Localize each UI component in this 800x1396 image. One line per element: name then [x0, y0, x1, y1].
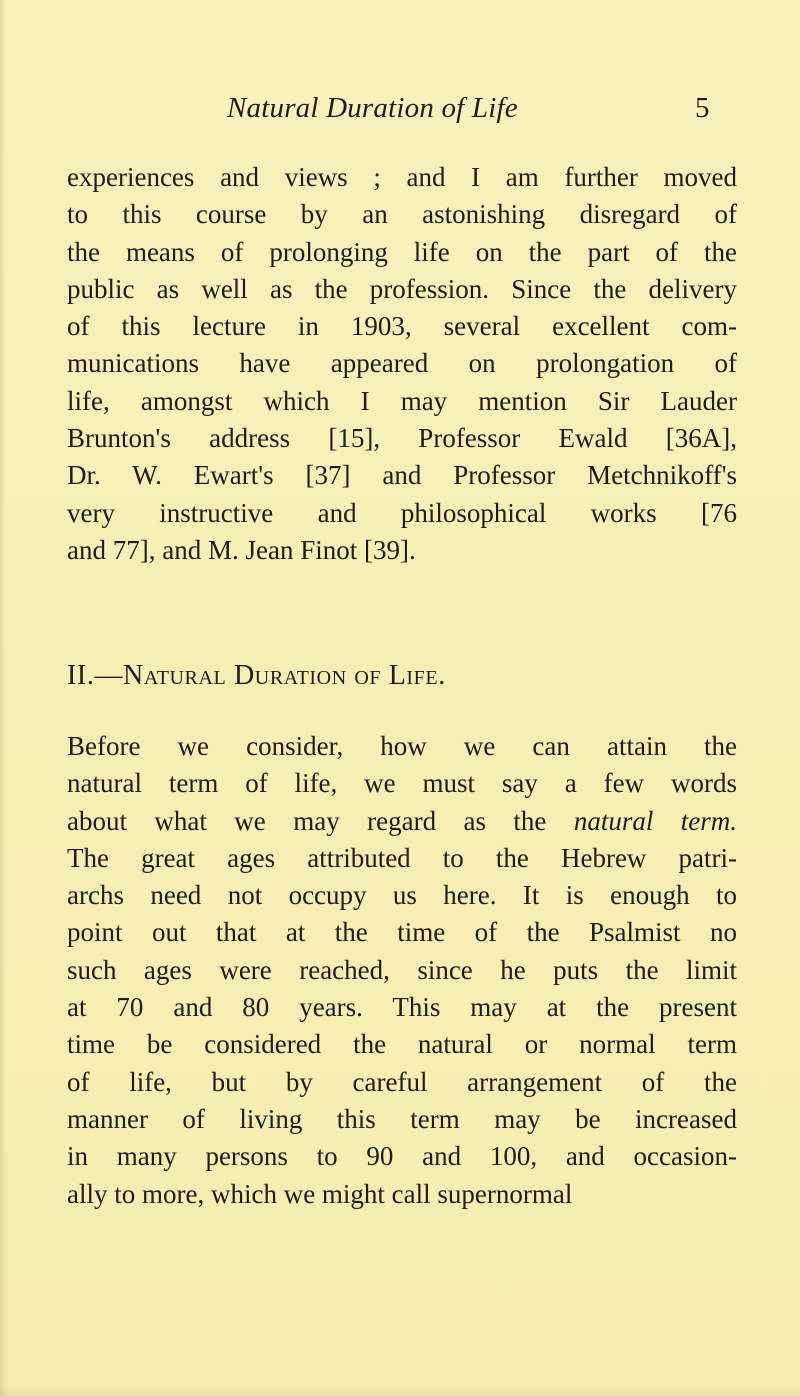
text-line: of this lecture in 1903, several excellent com-	[67, 311, 737, 342]
text-line: natural term of life, we must say a few words	[67, 768, 737, 799]
text-line: The great ages attributed to the Hebrew patri-	[67, 842, 737, 873]
italic-emphasis: natural term.	[573, 805, 737, 836]
text-line: of life, but by careful arrangement of the	[67, 1066, 737, 1097]
text-line: to this course by an astonishing disregard of	[67, 199, 737, 230]
page-header	[0, 92, 800, 132]
text-line-with-emphasis	[67, 803, 737, 840]
page-gutter-shadow	[0, 0, 6, 1396]
text-line: the means of prolonging life on the part of the	[67, 236, 737, 267]
text-line: point out that at the time of the Psalmist no	[67, 917, 737, 948]
text-line: such ages were reached, since he puts the limit	[67, 954, 737, 985]
section-heading: II.—Natural Duration of Life.	[67, 660, 446, 691]
running-title: Natural Duration of Life	[227, 92, 518, 124]
text-line: time be considered the natural or normal term	[67, 1029, 737, 1060]
text-line: archs need not occupy us here. It is enough to	[67, 880, 737, 911]
text-line: Dr. W. Ewart's [37] and Professor Metchnikoff's	[67, 460, 737, 491]
text-line: public as well as the profession. Since the delivery	[67, 273, 737, 304]
text-line: Brunton's address [15], Professor Ewald [36A],	[67, 423, 737, 454]
text-line: Before we consider, how we can attain the	[67, 731, 737, 761]
page-number: 5	[695, 92, 710, 124]
text-line: in many persons to 90 and 100, and occasion-	[67, 1141, 737, 1172]
page-bottom-shadow	[0, 1386, 800, 1396]
text-line: munications have appeared on prolongation of	[67, 348, 737, 379]
paragraph-two	[67, 728, 737, 1213]
line-prefix: about what we may regard as the	[67, 805, 574, 836]
text-line: at 70 and 80 years. This may at the present	[67, 992, 737, 1023]
text-line: ally to more, which we might call supernormal	[67, 1178, 573, 1209]
text-line: life, amongst which I may mention Sir Lauder	[67, 385, 737, 416]
text-line: experiences and views ; and I am further moved	[67, 162, 737, 192]
text-line: manner of living this term may be increased	[67, 1103, 737, 1134]
paragraph-one	[67, 159, 737, 569]
text-line: very instructive and philosophical works [76	[67, 497, 737, 528]
text-line: and 77], and M. Jean Finot [39].	[67, 534, 416, 565]
